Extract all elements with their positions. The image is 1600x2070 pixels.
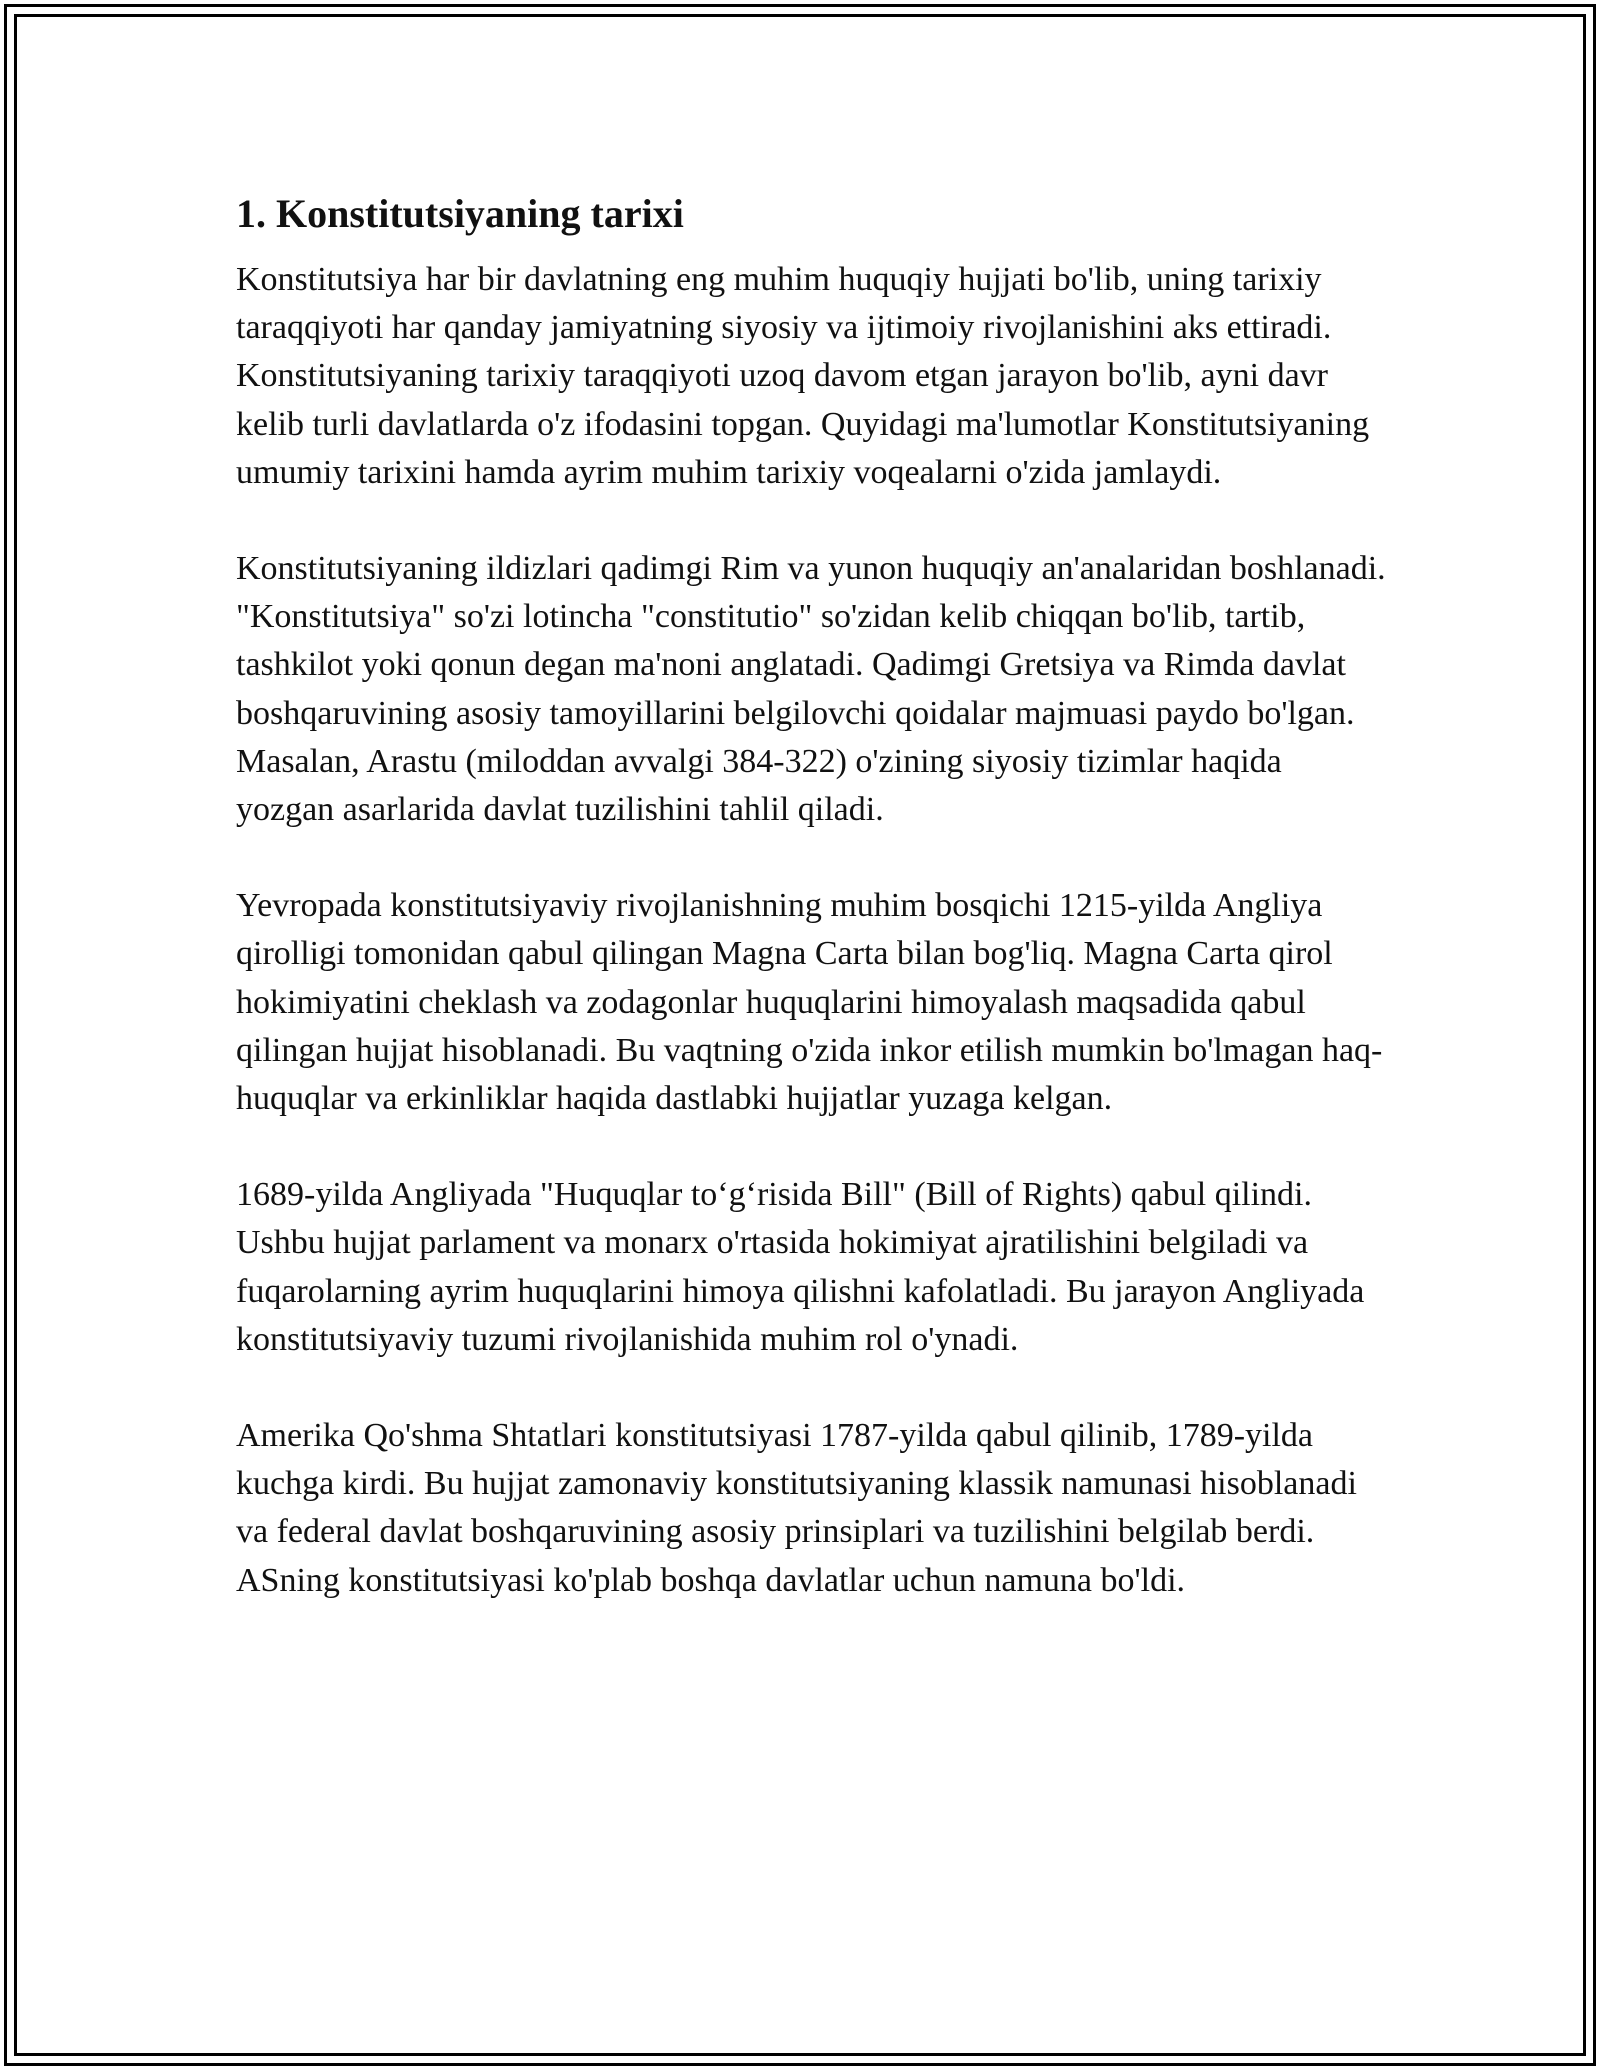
paragraph-ancient-roots: Konstitutsiyaning ildizlari qadimgi Rim va yunon huquqiy an'analaridan boshlanadi. "Konstitutsiya" so'zi lotincha "constitutio" so'zidan kelib chiqqan bo'lib, tartib, tashkilot yoki qonun degan ma'noni anglatadi. Qadimgi Gretsiya va Rimda davlat boshqaruvining asosiy tamoyillarini belgilovchi qoidalar majmuasi paydo bo'lgan. Masalan, Arastu (miloddan avvalgi 384-322) o'zining siyosiy tizimlar haqida yozgan asarlarida davlat tuzilishini tahlil qiladi. [236,550,1386,829]
paragraph-magna-carta: Yevropada konstitutsiyaviy rivojlanishning muhim bosqichi 1215-yilda Angliya qirolligi tomonidan qabul qilingan Magna Carta bilan bog'liq. Magna Carta qirol hokimiyatini cheklash va zodagonlar huquqlarini himoyalash maqsadida qabul qilingan hujjat hisoblanadi. Bu vaqtning o'zida inkor etilish mumkin bo'lmagan haq-huquqlar va erkinliklar haqida dastlabki hujjatlar yuzaga kelgan. [236,887,1383,1118]
paragraph-intro: Konstitutsiya har bir davlatning eng muhim huquqiy hujjati bo'lib, uning tarixiy taraqqiyoti har qanday jamiyatning siyosiy va ijtimoiy rivojlanishini aks ettiradi. Konstitutsiyaning tarixiy taraqqiyoti uzoq davom etgan jarayon bo'lib, ayni davr kelib turli davlatlarda o'z ifodasini topgan. Quyidagi ma'lumotlar Konstitutsiyaning umumiy tarixini hamda ayrim muhim tarixiy voqealarni o'zida jamlaydi. [236,261,1370,491]
section-title: 1. Konstitutsiyaning tarixi [236,191,684,236]
paragraph-bill-of-rights: 1689-yilda Angliyada "Huquqlar to‘g‘risida Bill" (Bill of Rights) qabul qilindi. Ushbu hujjat parlament va monarx o'rtasida hokimiyat ajratilishini belgiladi va fuqarolarning ayrim huquqlarini himoya qilishni kafolatladi. Bu jarayon Angliyada konstitutsiyaviy tuzumi rivojlanishida muhim rol o'ynadi. [236,1176,1365,1358]
paragraph-us-constitution: Amerika Qo'shma Shtatlari konstitutsiyasi 1787-yilda qabul qilinib, 1789-yilda kuchga kirdi. Bu hujjat zamonaviy konstitutsiyaning klassik namunasi hisoblanadi va federal davlat boshqaruvining asosiy prinsiplari va tuzilishini belgilab berdi. ASning konstitutsiyasi ko'plab boshqa davlatlar uchun namuna bo'ldi. [236,1417,1357,1599]
document-body [236,188,1386,1605]
